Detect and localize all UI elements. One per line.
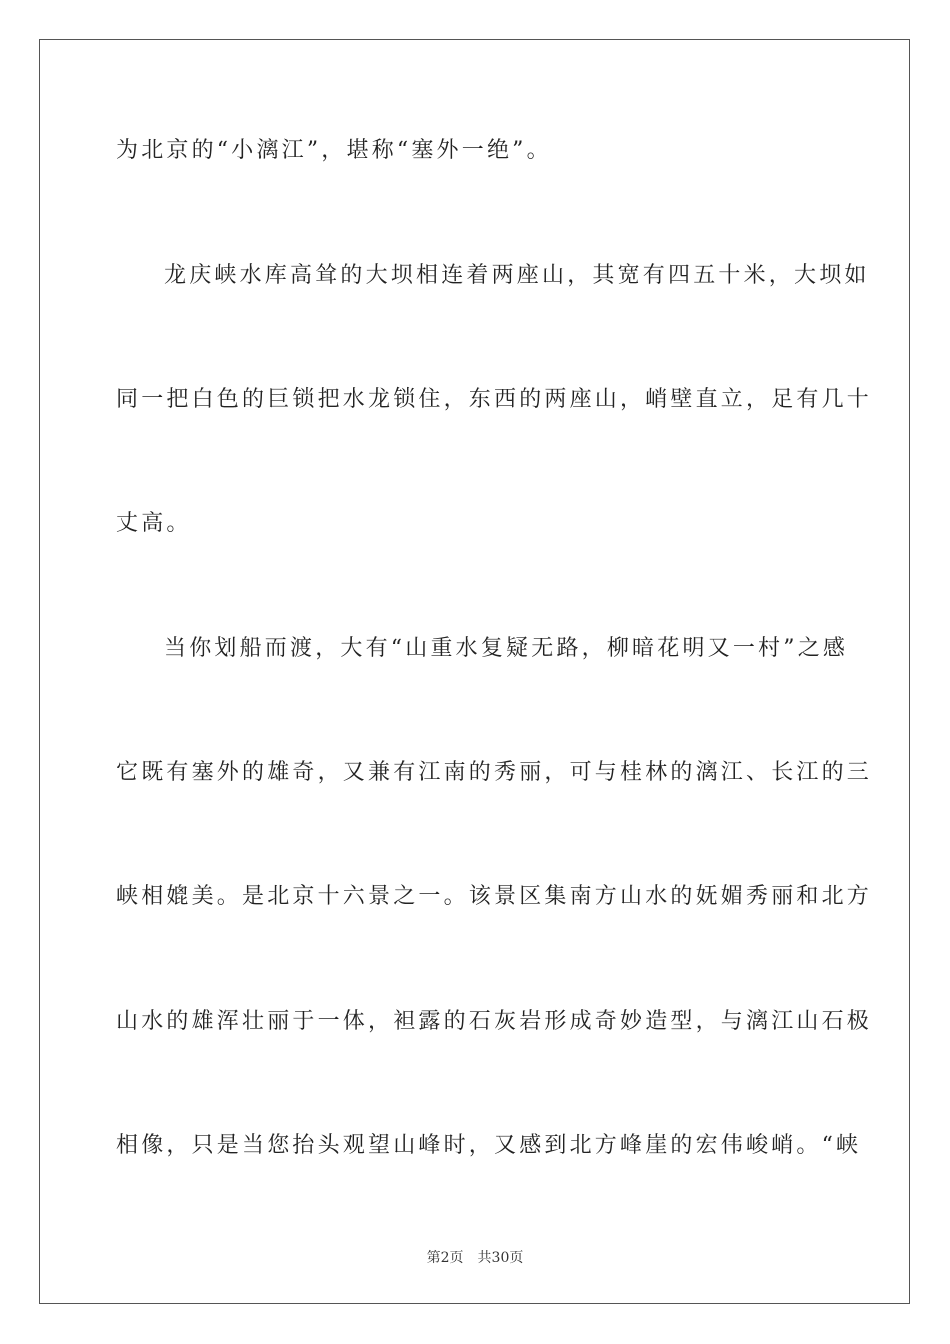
text-line-3: 同一把白色的巨锁把水龙锁住，东西的两座山，峭壁直立，足有几十 [116,387,873,412]
text-line-4: 丈高。 [116,511,192,536]
page-total: 共30页 [477,1250,524,1266]
text-line-6: 它既有塞外的雄奇，又兼有江南的秀丽，可与桂林的漓江、长江的三 [116,760,873,785]
text-line-5: 当你划船而渡，大有“山重水复疑无路，柳暗花明又一村”之感 [164,636,849,661]
page-footer [0,1248,950,1268]
page-border [39,39,910,1304]
page-number: 第2页 [426,1250,464,1266]
text-line-9: 相像，只是当您抬头观望山峰时，又感到北方峰崖的宏伟峻峭。“峡 [116,1133,862,1158]
text-line-7: 峡相媲美。是北京十六景之一。该景区集南方山水的妩媚秀丽和北方 [116,884,873,909]
text-line-2: 龙庆峡水库高耸的大坝相连着两座山，其宽有四五十米，大坝如 [164,263,870,288]
text-line-1: 为北京的“小漓江”，堪称“塞外一绝”。 [116,138,552,163]
text-line-8: 山水的雄浑壮丽于一体，袒露的石灰岩形成奇妙造型，与漓江山石极 [116,1009,873,1034]
